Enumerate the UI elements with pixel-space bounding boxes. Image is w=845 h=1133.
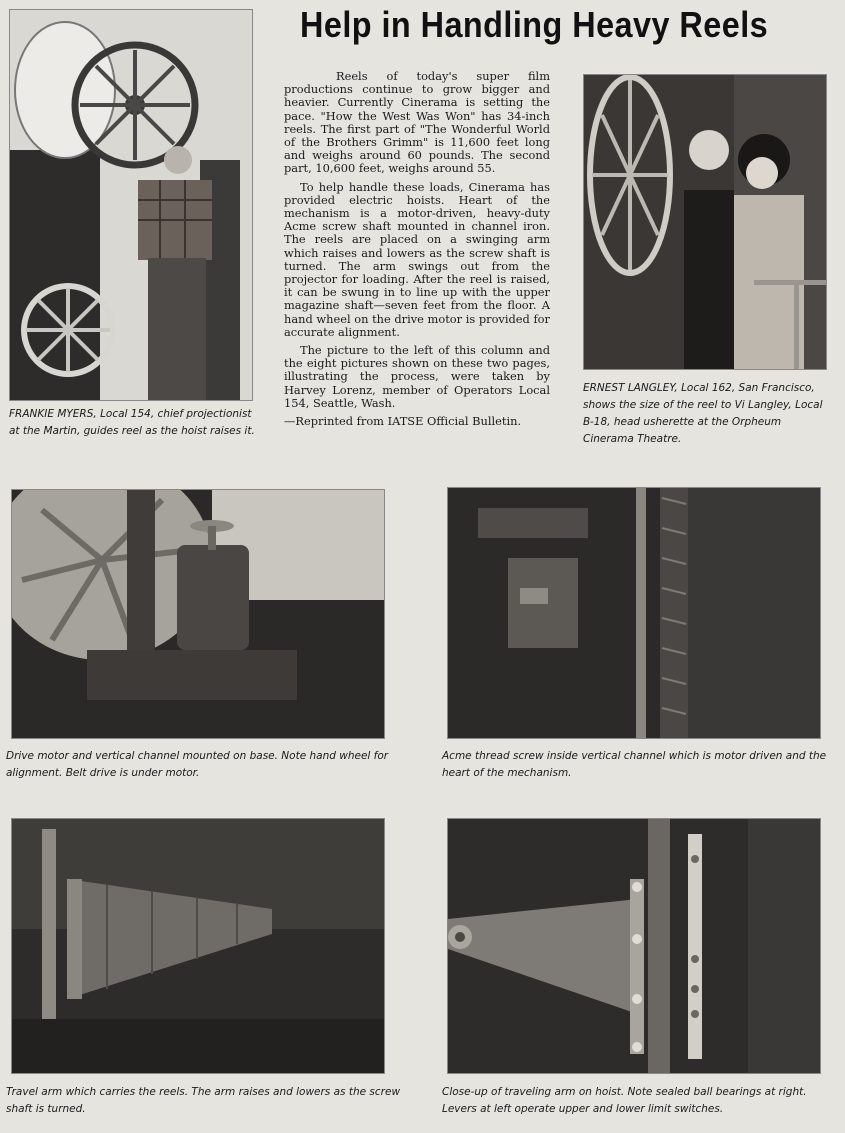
article-paragraph-1: Reels of today's super film productions continue to grow bigger and heavier. Currently Cinerama is setting the pace. "How the West Was Won" has 34-inch reels. The first part of "The Wonderful World of the Brothers Grimm" is 11,600 feet long and weighs around 60 pounds. The second part, 10,600 feet, weighs around 55. bbox=[284, 69, 550, 176]
photo-ernest-langley bbox=[583, 74, 827, 370]
photo-drive-motor bbox=[11, 489, 385, 739]
caption-closeup-arm: Close-up of traveling arm on hoist. Note sealed ball bearings at right. Levers at left operate upper and lower limit switches. bbox=[442, 1086, 807, 1115]
article-paragraph-2: To help handle these loads, Cinerama has provided electric hoists. Heart of the mechanism is a motor-driven, heavy-duty Acme screw shaft mounted in channel iron. The reels are placed on a swinging arm which raises and lowers as the screw shaft is turned. The arm swings out from the projector for loading. After the reel is raised, it can be swung in to line up with the upper magazine shaft—seven feet from the floor. A hand wheel on the drive motor is provided for accurate alignment. bbox=[284, 179, 550, 339]
caption-acme-screw: Acme thread screw inside vertical channel which is motor driven and the heart of the mechanism. bbox=[442, 750, 827, 779]
photo-closeup-arm bbox=[447, 818, 821, 1074]
caption-frankie-myers: FRANKIE MYERS, Local 154, chief projectionist at the Martin, guides reel as the hoist raises it. bbox=[9, 408, 255, 437]
article-credit: —Reprinted from IATSE Official Bulletin. bbox=[284, 414, 522, 429]
caption-travel-arm: Travel arm which carries the reels. The arm raises and lowers as the screw shaft is turned. bbox=[6, 1086, 401, 1115]
article-paragraph-3: The picture to the left of this column and the eight pictures shown on these two pages, illustrating the process, were taken by Harvey Lorenz, member of Operators Local 154, Seattle, Wash. bbox=[284, 343, 550, 410]
caption-drive-motor: Drive motor and vertical channel mounted on base. Note hand wheel for alignment. Belt drive is under motor. bbox=[6, 750, 389, 779]
photo-acme-screw bbox=[447, 487, 821, 739]
page-title: Help in Handling Heavy Reels bbox=[300, 4, 769, 45]
caption-ernest-langley: ERNEST LANGLEY, Local 162, San Francisco, shows the size of the reel to Vi Langley, Local B-18, head usherette at the Orpheum Cinerama Theatre. bbox=[583, 382, 823, 445]
photo-travel-arm bbox=[11, 818, 385, 1074]
photo-frankie-myers bbox=[9, 9, 253, 401]
article-body bbox=[284, 70, 550, 433]
